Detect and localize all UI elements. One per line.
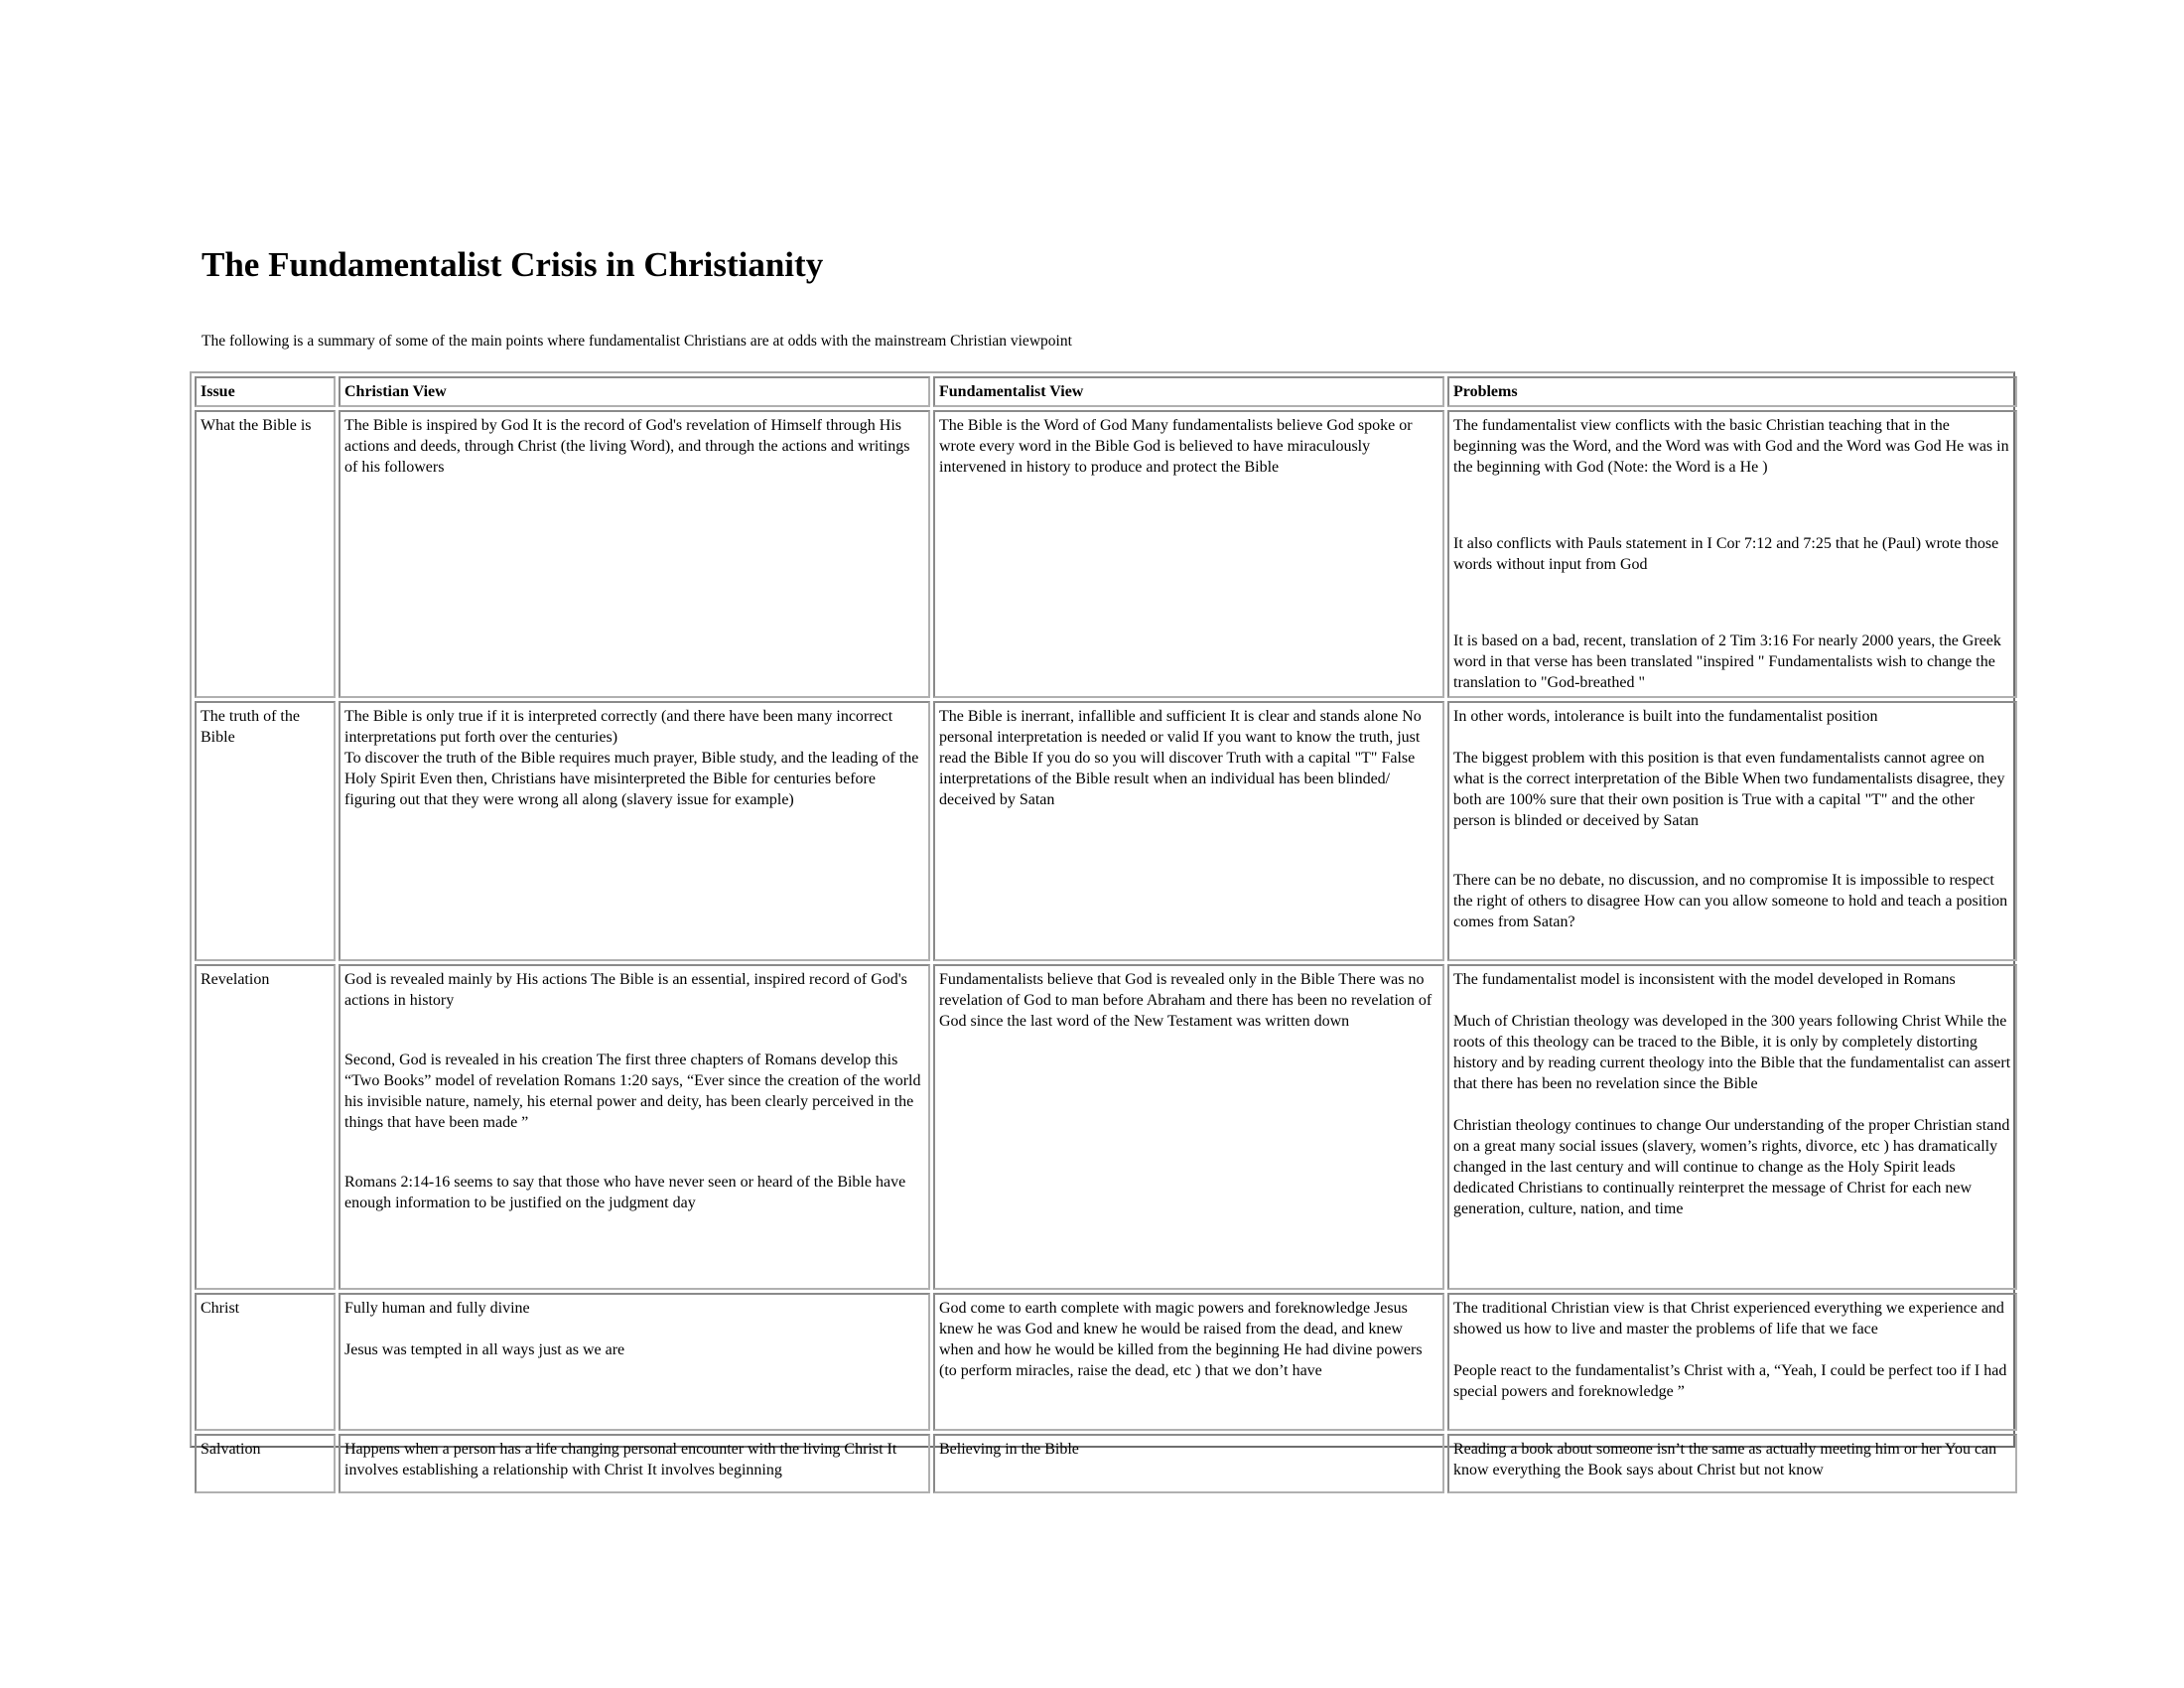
problems-cell	[1447, 1293, 2017, 1431]
christian-view-cell	[339, 701, 930, 961]
cell-paragraph: The fundamentalist view conflicts with the basic Christian teaching that in the beginning was the Word, and the Word was with God and the Word was God He was in the beginning with God (Note: the Word is a He )	[1453, 417, 2009, 476]
page-title: The Fundamentalist Crisis in Christianity	[202, 245, 824, 284]
cell-paragraph: The Bible is inspired by God It is the record of God's revelation of Himself through His actions and deeds, through Christ (the living Word), and through the actions and writings of his followers	[344, 417, 910, 476]
header-problems: Problems	[1447, 376, 2017, 407]
christian-view-cell	[339, 964, 930, 1290]
cell-paragraph: Fundamentalists believe that God is revealed only in the Bible There was no revelation of God to man before Abraham and there has been no revelation of God since the last word of the New Testament was written down	[939, 971, 1433, 1030]
cell-paragraph: The Bible is the Word of God Many fundamentalists believe God spoke or wrote every word in the Bible God is believed to have miraculously intervened in history to produce and protect the Bible	[939, 417, 1413, 476]
cell-paragraph: Reading a book about someone isn’t the same as actually meeting him or her You can know everything the Book says about Christ but not know	[1453, 1441, 1997, 1478]
comparison-table	[192, 373, 2020, 1496]
cell-paragraph: It also conflicts with Pauls statement in I Cor 7:12 and 7:25 that he (Paul) wrote those words without input from God	[1453, 535, 1999, 573]
header-issue: Issue	[195, 376, 336, 407]
table-row	[195, 1293, 2017, 1431]
cell-paragraph: It is based on a bad, recent, translation of 2 Tim 3:16 For nearly 2000 years, the Greek word in that verse has been translated "inspired " Fundamentalists wish to change the translation to "God-breathed "	[1453, 633, 2001, 691]
christian-view-cell	[339, 410, 930, 698]
cell-paragraph: Happens when a person has a life changing personal encounter with the living Christ It involves establishing a relationship with Christ It involves beginning	[344, 1441, 897, 1478]
fundamentalist-view-cell	[933, 701, 1444, 961]
table-row	[195, 410, 2017, 698]
fundamentalist-view-cell	[933, 1293, 1444, 1431]
issue-cell: Christ	[195, 1293, 336, 1431]
table-row	[195, 1434, 2017, 1493]
cell-paragraph: Fully human and fully divine	[344, 1300, 530, 1317]
table-header-row	[195, 376, 2017, 407]
cell-paragraph: The biggest problem with this position is that even fundamentalists cannot agree on what is the correct interpretation of the Bible When two fundamentalists disagree, they both are 100% sure that their own position is True with a capital "T" and the other person is blinded or deceived by Satan	[1453, 750, 2005, 829]
cell-paragraph: To discover the truth of the Bible requires much prayer, Bible study, and the leading of the Holy Spirit Even then, Christians have misinterpreted the Bible for centuries before figuring out that they were wrong all along (slavery issue for example)	[344, 750, 919, 808]
page-subtitle: The following is a summary of some of the main points where fundamentalist Christians are at odds with the mainstream Christian viewpoint	[202, 333, 1072, 350]
problems-cell	[1447, 410, 2017, 698]
problems-cell	[1447, 964, 2017, 1290]
header-fundamentalist-view: Fundamentalist View	[933, 376, 1444, 407]
christian-view-cell	[339, 1434, 930, 1493]
cell-paragraph: The fundamentalist model is inconsistent with the model developed in Romans	[1453, 971, 1956, 988]
header-christian-view: Christian View	[339, 376, 930, 407]
issue-cell: What the Bible is	[195, 410, 336, 698]
cell-paragraph: There can be no debate, no discussion, and no compromise It is impossible to respect the right of others to disagree How can you allow someone to hold and teach a position comes from Satan?	[1453, 872, 2008, 930]
cell-paragraph: Romans 2:14-16 seems to say that those who have never seen or heard of the Bible have enough information to be justified on the judgment day	[344, 1174, 906, 1211]
cell-paragraph: Jesus was tempted in all ways just as we are	[344, 1341, 625, 1358]
cell-paragraph: God come to earth complete with magic powers and foreknowledge Jesus knew he was God and knew he would be raised from the dead, and knew when and how he would be killed from the beginning He had divine powers (to perform miracles, raise the dead, etc ) that we don’t have	[939, 1300, 1423, 1379]
fundamentalist-view-cell	[933, 1434, 1444, 1493]
problems-cell	[1447, 701, 2017, 961]
cell-paragraph: The Bible is inerrant, infallible and sufficient It is clear and stands alone No personal interpretation is needed or valid If you want to know the truth, just read the Bible If you do so you will discover Truth with a capital "T" False interpretations of the Bible result when an individual has been blinded/ deceived by Satan	[939, 708, 1422, 808]
issue-cell: Revelation	[195, 964, 336, 1290]
cell-paragraph: In other words, intolerance is built into the fundamentalist position	[1453, 708, 1878, 725]
issue-cell: The truth of the Bible	[195, 701, 336, 961]
cell-paragraph: Second, God is revealed in his creation The first three chapters of Romans develop this “Two Books” model of revelation Romans 1:20 says, “Ever since the creation of the world his invisible nature, namely, his eternal power and deity, has been clearly perceived in the things that have been made ”	[344, 1052, 921, 1131]
cell-paragraph: The Bible is only true if it is interpreted correctly (and there have been many incorrect interpretations put forth over the centuries)	[344, 708, 893, 746]
cell-paragraph: Much of Christian theology was developed in the 300 years following Christ While the roots of this theology can be traced to the Bible, it is only by completely distorting history and by reading current theology into the Bible that the fundamentalist can assert that there has been no revelation since the Bible	[1453, 1013, 2011, 1092]
fundamentalist-view-cell	[933, 410, 1444, 698]
table-row	[195, 964, 2017, 1290]
cell-paragraph: God is revealed mainly by His actions The Bible is an essential, inspired record of God's actions in history	[344, 971, 907, 1009]
cell-paragraph: Believing in the Bible	[939, 1441, 1079, 1458]
comparison-table-container	[190, 371, 2015, 1478]
cell-paragraph: People react to the fundamentalist’s Christ with a, “Yeah, I could be perfect too if I had special powers and foreknowledge ”	[1453, 1362, 2007, 1400]
christian-view-cell	[339, 1293, 930, 1431]
table-row	[195, 701, 2017, 961]
problems-cell	[1447, 1434, 2017, 1493]
fundamentalist-view-cell	[933, 964, 1444, 1290]
cell-paragraph: The traditional Christian view is that Christ experienced everything we experience and showed us how to live and master the problems of life that we face	[1453, 1300, 2004, 1337]
cell-paragraph: Christian theology continues to change Our understanding of the proper Christian stand on a great many social issues (slavery, women’s rights, divorce, etc ) has dramatically changed in the last century and will continue to change as the Holy Spirit leads dedicated Christians to continually reinterpret the message of Christ for each new generation, culture, nation, and time	[1453, 1117, 2010, 1217]
issue-cell: Salvation	[195, 1434, 336, 1493]
